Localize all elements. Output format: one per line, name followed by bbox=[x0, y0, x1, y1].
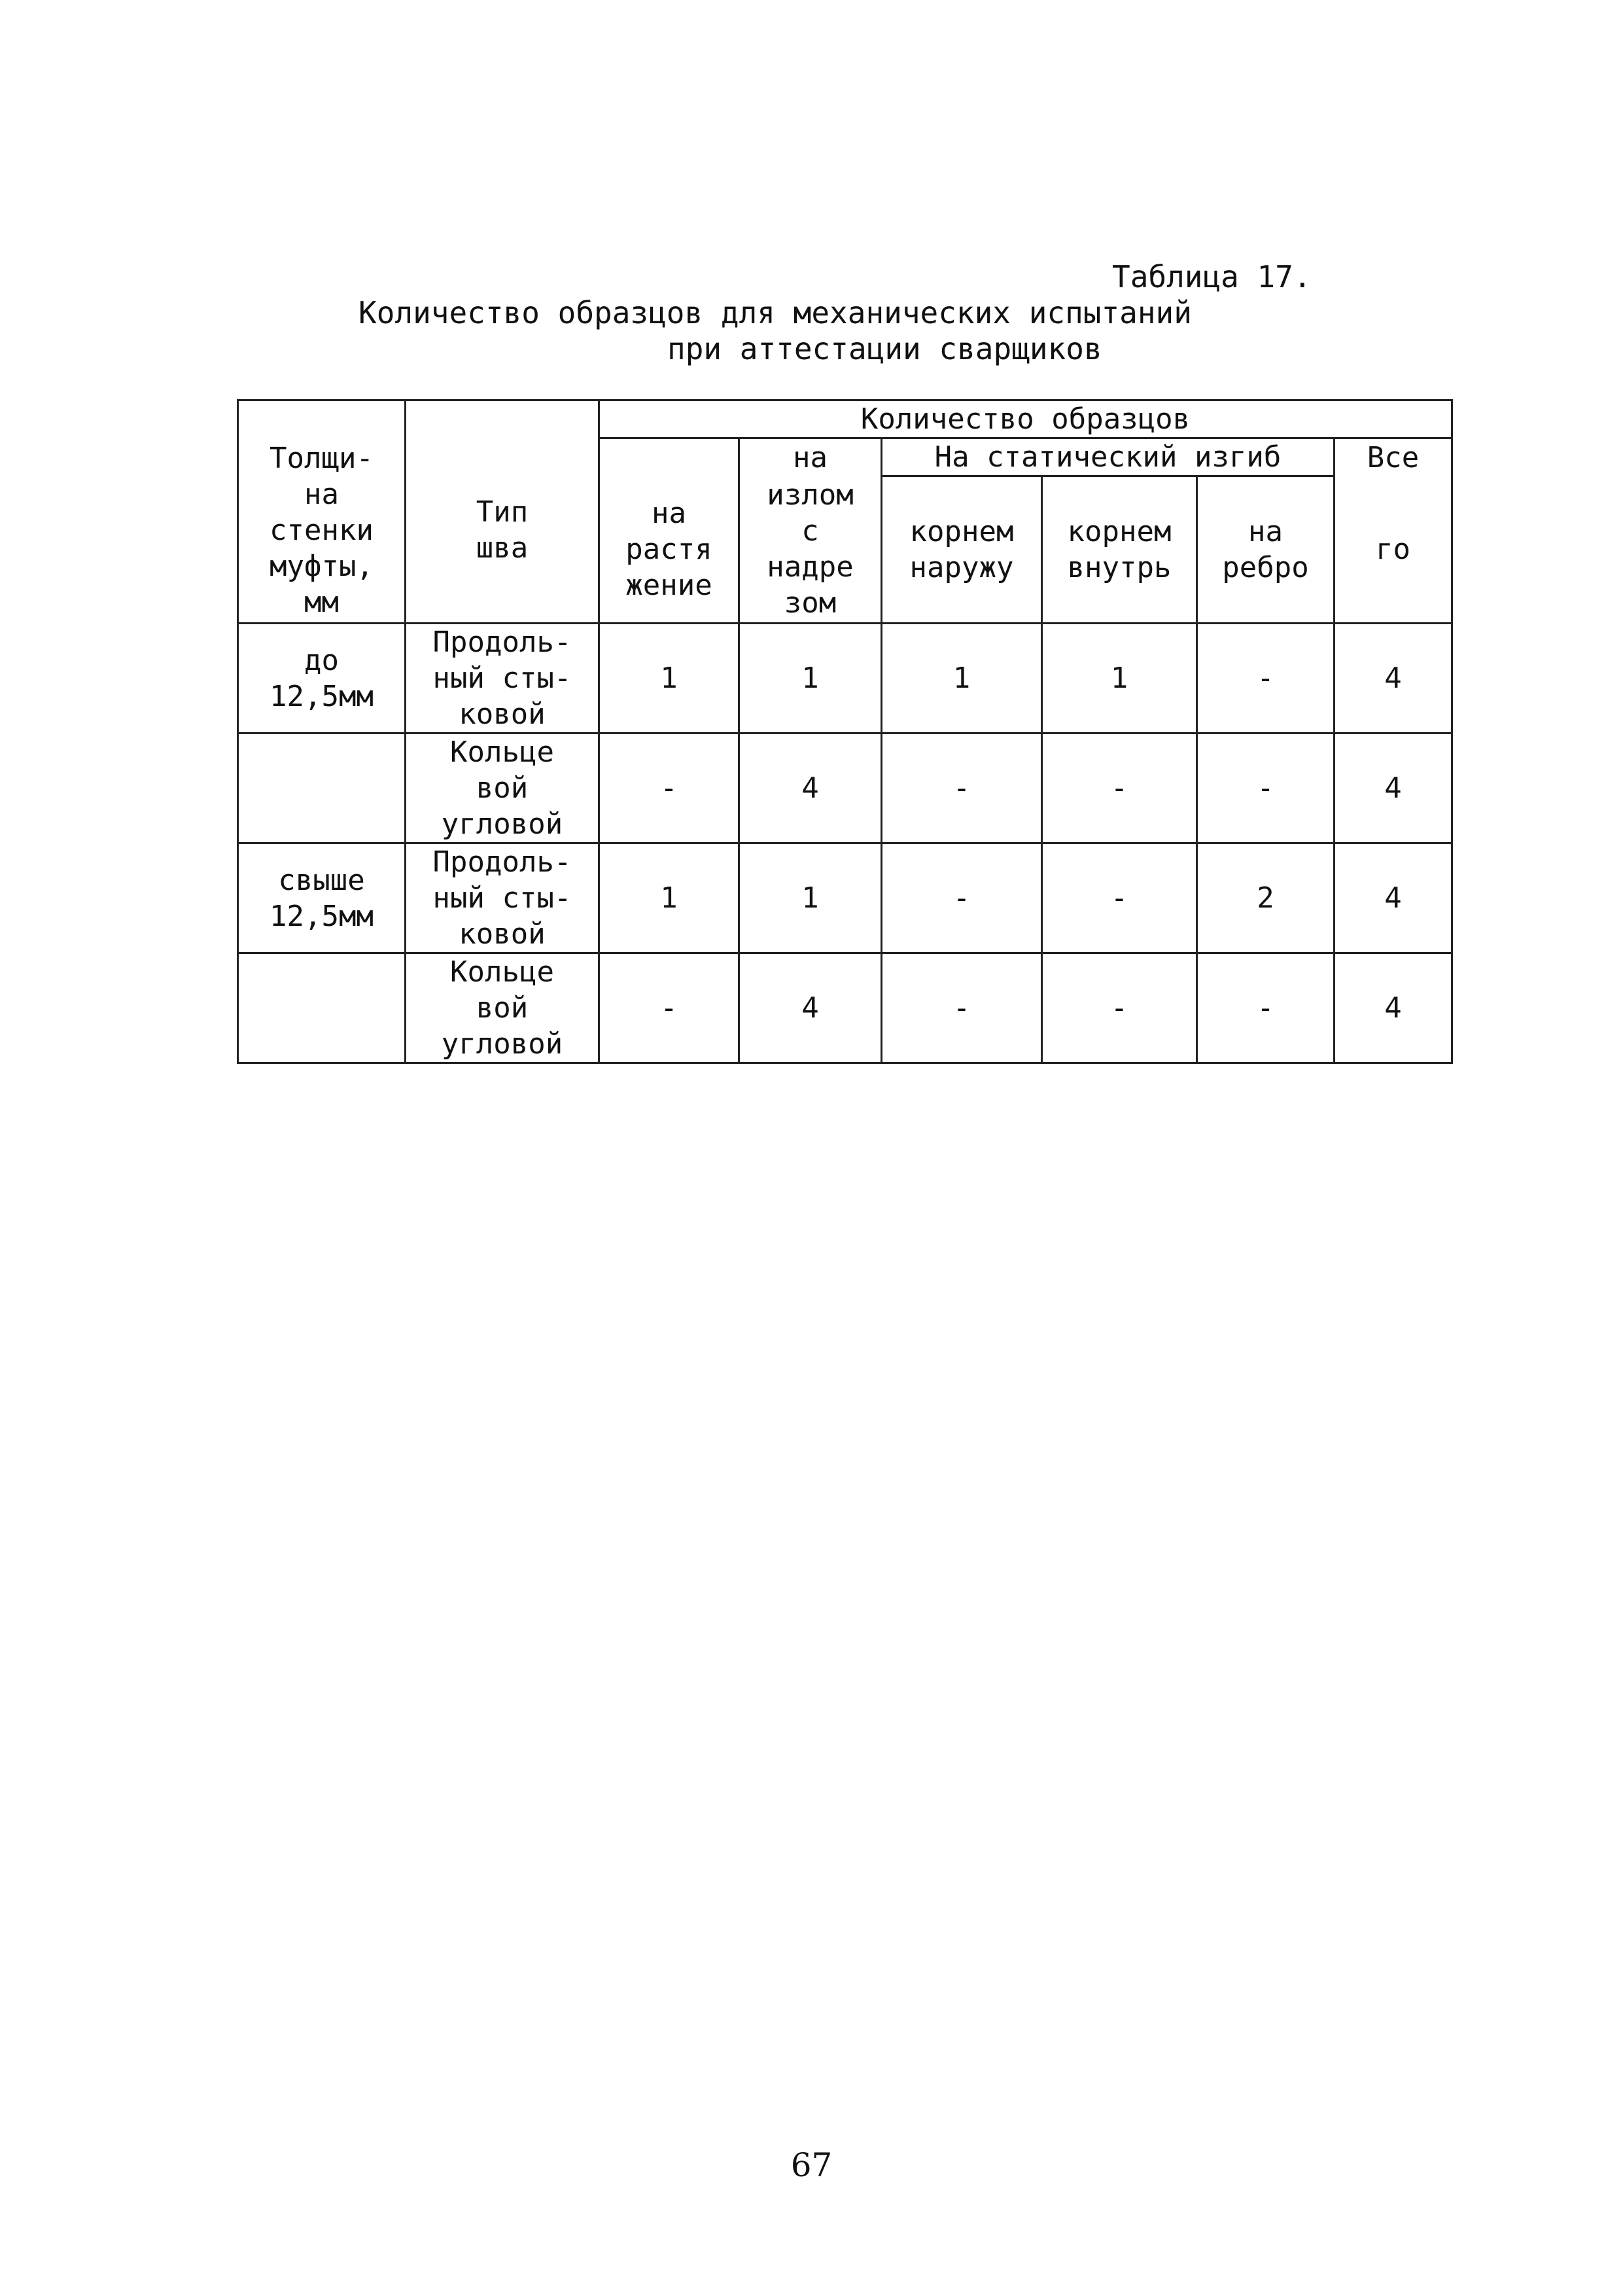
cell-total: 4 bbox=[1335, 953, 1452, 1063]
header-tension: на растя жение bbox=[599, 476, 739, 624]
cell-root-in: 1 bbox=[1042, 624, 1197, 733]
cell-total: 4 bbox=[1335, 843, 1452, 953]
cell-total: 4 bbox=[1335, 624, 1452, 733]
cell-total: 4 bbox=[1335, 733, 1452, 843]
cell-root-in: - bbox=[1042, 953, 1197, 1063]
header-fracture: излом с надре зом bbox=[739, 476, 882, 624]
cell-weld-type: Кольце вой угловой bbox=[406, 733, 599, 843]
cell-root-out: - bbox=[882, 843, 1042, 953]
table-row bbox=[238, 953, 1452, 1063]
table-row bbox=[238, 843, 1452, 953]
cell-fracture: 1 bbox=[739, 843, 882, 953]
cell-tension: 1 bbox=[599, 843, 739, 953]
cell-root-out: - bbox=[882, 733, 1042, 843]
page-number: 67 bbox=[790, 2146, 833, 2184]
cell-root-in: - bbox=[1042, 843, 1197, 953]
cell-thickness: до 12,5мм bbox=[238, 624, 406, 733]
cell-edge: - bbox=[1197, 733, 1335, 843]
header-edge: на ребро bbox=[1197, 476, 1335, 624]
cell-fracture: 1 bbox=[739, 624, 882, 733]
table-row bbox=[238, 624, 1452, 733]
table-title-line-1: Количество образцов для механических испытаний bbox=[358, 295, 1192, 330]
cell-tension: 1 bbox=[599, 624, 739, 733]
specimens-table bbox=[237, 399, 1453, 1064]
cell-edge: - bbox=[1197, 624, 1335, 733]
table-title-line-2: при аттестации сварщиков bbox=[667, 331, 1102, 366]
cell-fracture: 4 bbox=[739, 733, 882, 843]
header-root-out: корнем наружу bbox=[882, 476, 1042, 624]
table-row bbox=[238, 733, 1452, 843]
header-root-in: корнем внутрь bbox=[1042, 476, 1197, 624]
header-fracture-top: на bbox=[739, 438, 882, 476]
header-weld-type: Тип шва bbox=[406, 400, 599, 624]
header-specimen-count: Количество образцов bbox=[599, 400, 1452, 438]
header-tension-top bbox=[599, 438, 739, 476]
cell-weld-type: Продоль- ный сты- ковой bbox=[406, 843, 599, 953]
cell-root-in: - bbox=[1042, 733, 1197, 843]
header-thickness: Толщи- на стенки муфты, мм bbox=[238, 400, 406, 624]
cell-fracture: 4 bbox=[739, 953, 882, 1063]
cell-thickness bbox=[238, 953, 406, 1063]
cell-edge: - bbox=[1197, 953, 1335, 1063]
cell-weld-type: Кольце вой угловой bbox=[406, 953, 599, 1063]
cell-thickness: свыше 12,5мм bbox=[238, 843, 406, 953]
cell-tension: - bbox=[599, 953, 739, 1063]
table-label: Таблица 17. bbox=[1112, 259, 1312, 294]
header-total-bottom: го bbox=[1335, 476, 1452, 624]
cell-root-out: 1 bbox=[882, 624, 1042, 733]
cell-edge: 2 bbox=[1197, 843, 1335, 953]
header-total-top: Все bbox=[1335, 438, 1452, 476]
header-static-bend: На статический изгиб bbox=[882, 438, 1335, 476]
cell-weld-type: Продоль- ный сты- ковой bbox=[406, 624, 599, 733]
cell-thickness bbox=[238, 733, 406, 843]
cell-root-out: - bbox=[882, 953, 1042, 1063]
cell-tension: - bbox=[599, 733, 739, 843]
